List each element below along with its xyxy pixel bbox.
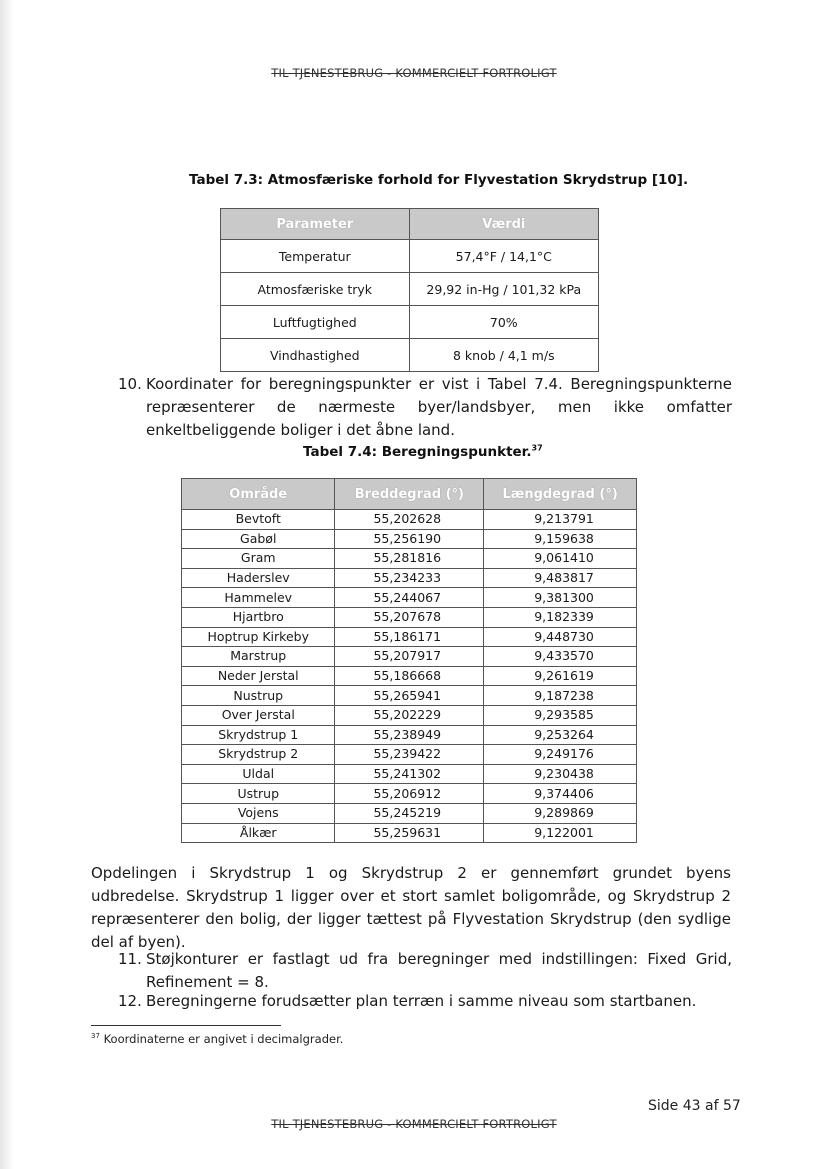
latitude-cell: 55,256190: [335, 529, 484, 549]
latitude-cell: 55,241302: [335, 764, 484, 784]
area-cell: Ålkær: [182, 823, 335, 843]
value-cell: 8 knob / 4,1 m/s: [409, 339, 598, 372]
column-header-parameter: Parameter: [221, 209, 410, 240]
latitude-cell: 55,265941: [335, 686, 484, 706]
footnote-reference: 37: [531, 443, 543, 453]
table-row: [182, 764, 637, 784]
table-row: [182, 607, 637, 627]
area-cell: Bevtoft: [182, 510, 335, 530]
table-row: [221, 273, 599, 306]
atmospheric-conditions-table: [220, 208, 599, 372]
body-paragraph: Opdelingen i Skrydstrup 1 og Skrydstrup 2 er gennemført grundet byens udbredelse. Skrydstrup 1 ligger over et stort samlet boligområde, og Skrydstrup 2 repræsenterer den bolig, der ligger tættest på Flyvestation Skrydstrup (den sydlige del af byen).: [91, 864, 731, 951]
parameter-cell: Temperatur: [221, 240, 410, 273]
footnote-number: 37: [91, 1032, 100, 1041]
header-confidential-mark: TIL TJENESTEBRUG - KOMMERCIELT FORTROLIGT: [271, 66, 557, 80]
table-header-row: [221, 209, 599, 240]
longitude-cell: 9,448730: [484, 627, 637, 647]
area-cell: Gram: [182, 549, 335, 569]
table-row: [182, 803, 637, 823]
table-header-row: [182, 479, 637, 510]
longitude-cell: 9,483817: [484, 568, 637, 588]
latitude-cell: 55,207678: [335, 607, 484, 627]
longitude-cell: 9,230438: [484, 764, 637, 784]
longitude-cell: 9,122001: [484, 823, 637, 843]
area-cell: Marstrup: [182, 647, 335, 667]
table-row: [182, 510, 637, 530]
page-number: Side 43 af 57: [648, 1098, 741, 1114]
footer-confidential-mark: TIL TJENESTEBRUG - KOMMERCIELT FORTROLIGT: [271, 1117, 557, 1131]
latitude-cell: 55,207917: [335, 647, 484, 667]
area-cell: Skrydstrup 1: [182, 725, 335, 745]
longitude-cell: 9,187238: [484, 686, 637, 706]
longitude-cell: 9,289869: [484, 803, 637, 823]
table-row: [182, 666, 637, 686]
footnote-divider: [91, 1025, 281, 1026]
column-header-latitude: Breddegrad (°): [335, 479, 484, 510]
footnote-text: Koordinaterne er angivet i decimalgrader.: [103, 1032, 344, 1046]
table-row: [182, 568, 637, 588]
table-row: [182, 784, 637, 804]
area-cell: Hammelev: [182, 588, 335, 608]
table-row: [182, 745, 637, 765]
column-header-area: Område: [182, 479, 335, 510]
table-row: [182, 823, 637, 843]
area-cell: Over Jerstal: [182, 705, 335, 725]
column-header-value: Værdi: [409, 209, 598, 240]
parameter-cell: Atmosfæriske tryk: [221, 273, 410, 306]
longitude-cell: 9,182339: [484, 607, 637, 627]
area-cell: Neder Jerstal: [182, 666, 335, 686]
latitude-cell: 55,186171: [335, 627, 484, 647]
latitude-cell: 55,186668: [335, 666, 484, 686]
longitude-cell: 9,381300: [484, 588, 637, 608]
latitude-cell: 55,281816: [335, 549, 484, 569]
latitude-cell: 55,259631: [335, 823, 484, 843]
latitude-cell: 55,239422: [335, 745, 484, 765]
table-row: [182, 549, 637, 569]
area-cell: Vojens: [182, 803, 335, 823]
longitude-cell: 9,374406: [484, 784, 637, 804]
area-cell: Nustrup: [182, 686, 335, 706]
latitude-cell: 55,202229: [335, 705, 484, 725]
area-cell: Skrydstrup 2: [182, 745, 335, 765]
value-cell: 70%: [409, 306, 598, 339]
footnote: [91, 1032, 343, 1046]
table-row: [182, 686, 637, 706]
list-item-number: 10.: [118, 375, 142, 393]
column-header-longitude: Længdegrad (°): [484, 479, 637, 510]
parameter-cell: Luftfugtighed: [221, 306, 410, 339]
longitude-cell: 9,213791: [484, 510, 637, 530]
latitude-cell: 55,245219: [335, 803, 484, 823]
area-cell: Hoptrup Kirkeby: [182, 627, 335, 647]
latitude-cell: 55,206912: [335, 784, 484, 804]
list-item-text: Koordinater for beregningspunkter er vist i Tabel 7.4. Beregningspunkterne repræsenterer de nærmeste byer/landsbyer, men ikke omfatter enkeltbeliggende boliger i det åbne land.: [146, 375, 732, 439]
longitude-cell: 9,061410: [484, 549, 637, 569]
longitude-cell: 9,293585: [484, 705, 637, 725]
area-cell: Uldal: [182, 764, 335, 784]
longitude-cell: 9,159638: [484, 529, 637, 549]
area-cell: Gabøl: [182, 529, 335, 549]
scan-edge: [0, 0, 14, 1169]
table-row: [182, 588, 637, 608]
table-row: [182, 725, 637, 745]
table-row: [182, 529, 637, 549]
latitude-cell: 55,202628: [335, 510, 484, 530]
longitude-cell: 9,253264: [484, 725, 637, 745]
value-cell: 57,4°F / 14,1°C: [409, 240, 598, 273]
list-item-text: Beregningerne forudsætter plan terræn i samme niveau som startbanen.: [146, 992, 697, 1010]
value-cell: 29,92 in-Hg / 101,32 kPa: [409, 273, 598, 306]
latitude-cell: 55,234233: [335, 568, 484, 588]
longitude-cell: 9,433570: [484, 647, 637, 667]
latitude-cell: 55,238949: [335, 725, 484, 745]
table-row: [221, 240, 599, 273]
area-cell: Ustrup: [182, 784, 335, 804]
table-row: [182, 647, 637, 667]
table1-caption: Tabel 7.3: Atmosfæriske forhold for Flyvestation Skrydstrup [10].: [189, 172, 689, 188]
area-cell: Haderslev: [182, 568, 335, 588]
longitude-cell: 9,261619: [484, 666, 637, 686]
longitude-cell: 9,249176: [484, 745, 637, 765]
table2-caption-text: Tabel 7.4: Beregningspunkter.: [303, 444, 532, 460]
list-item-number: 12.: [118, 992, 142, 1010]
table-row: [182, 705, 637, 725]
table-row: [182, 627, 637, 647]
table2-caption: [303, 444, 543, 460]
latitude-cell: 55,244067: [335, 588, 484, 608]
area-cell: Hjartbro: [182, 607, 335, 627]
list-item-text: Støjkonturer er fastlagt ud fra beregninger med indstillingen: Fixed Grid, Refinement = 8.: [146, 950, 732, 991]
parameter-cell: Vindhastighed: [221, 339, 410, 372]
list-item-number: 11.: [118, 950, 142, 968]
table-row: [221, 339, 599, 372]
table-row: [221, 306, 599, 339]
calculation-points-table: [181, 478, 637, 843]
